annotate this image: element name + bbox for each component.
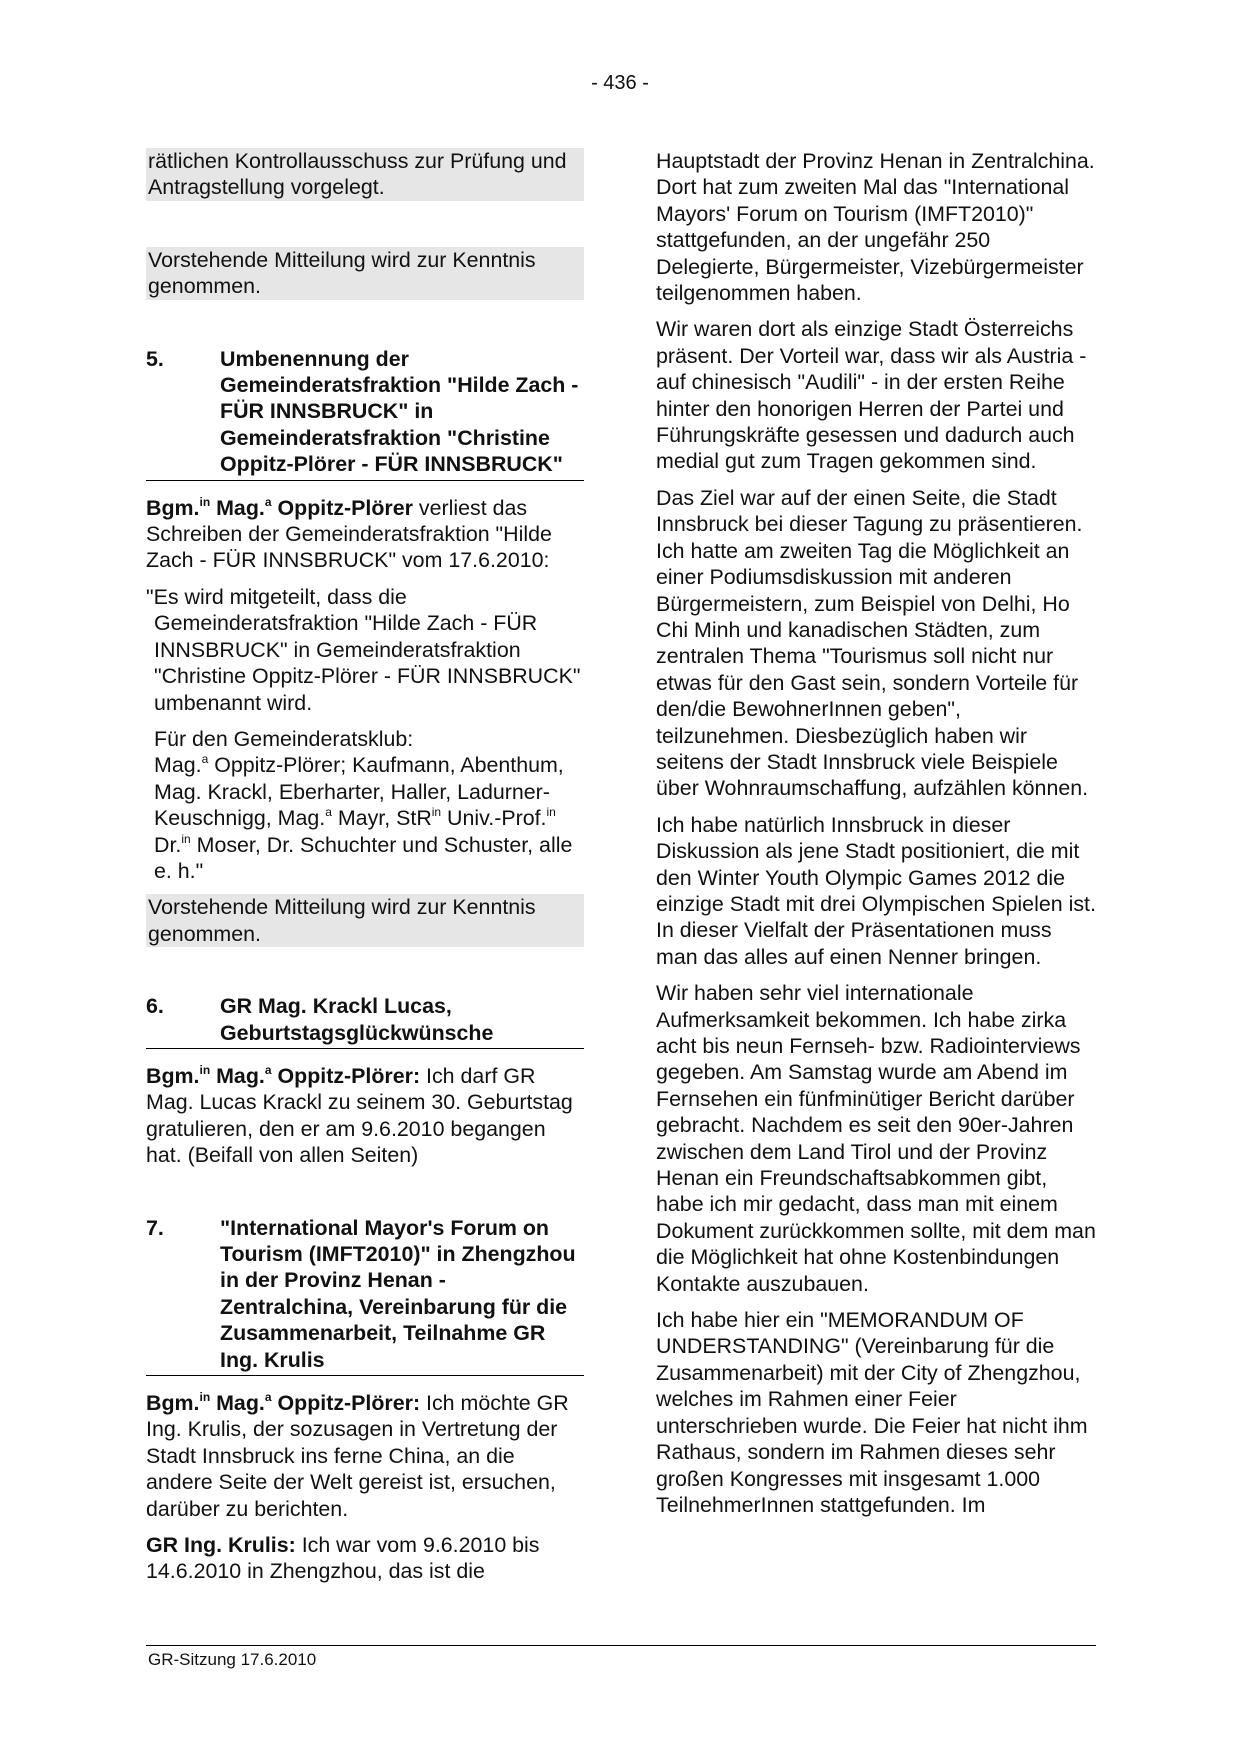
speaker-paragraph: [146, 1532, 584, 1585]
agenda-item-number: 7.: [146, 1215, 164, 1240]
agenda-item-number: 6.: [146, 994, 164, 1019]
quoted-letter: [146, 584, 584, 884]
paragraph-continuation: rätlichen Kontrollausschuss zur Prüfung und Antragstellung vorgelegt.: [146, 148, 584, 201]
quote-paragraph: "Es wird mitgeteilt, dass die Gemeinderatsfraktion "Hilde Zach - FÜR INNSBRUCK" in Gemeinderatsfraktion "Christine Oppitz-Plörer - FÜR INNSBRUCK" umbenannt wird.: [146, 584, 581, 715]
body-paragraph: Wir haben sehr viel internationale Aufmerksamkeit bekommen. Ich habe zirka acht bis neun Fernseh- bzw. Radiointerviews gegeben. Am Samstag wurde am Abend im Fernsehen ein fünfminütiger Bericht darüber gebracht. Nachdem es seit den 90er-Jahren zwischen dem Land Tirol und der Provinz Henan ein Freundschaftsabkommen gibt, habe ich mir gedacht, dass man mit einem Dokument zurückkommen sollte, mit dem man die Möglichkeit hat ohne Kostenbindungen Kontakte auszubauen.: [656, 981, 1096, 1296]
speaker-name: Bgm.$^{in}$ Mag.$^a$ Oppitz-Plörer:: [146, 1390, 421, 1416]
right-column: [656, 148, 1096, 1518]
speaker-paragraph: [146, 1063, 584, 1169]
body-paragraph: Ich habe natürlich Innsbruck in dieser Diskussion als jene Stadt positioniert, die mit den Winter Youth Olympic Games 2012 die einzige Stadt mit drei Olympischen Spielen ist. In dieser Vielfalt der Präsentationen muss man das alles auf einen Nenner bringen.: [656, 812, 1096, 969]
notice-paragraph: Vorstehende Mitteilung wird zur Kenntnis genommen.: [146, 247, 584, 300]
agenda-item-title: "International Mayor's Forum on Tourism (IMFT2010)" in Zhengzhou in der Provinz Henan - Zentralchina, Vereinbarung für die Zusammenarbeit, Teilnahme GR Ing. Krulis: [220, 1215, 576, 1372]
speaker-text: verliest das Schreiben der Gemeinderatsfraktion "Hilde Zach - FÜR INNSBRUCK" vom 17.6.2010:: [146, 495, 552, 573]
agenda-item-title: GR Mag. Krackl Lucas, Geburtstagsglückwünsche: [220, 994, 494, 1045]
agenda-item-7-heading: [146, 1215, 584, 1376]
agenda-item-number: 5.: [146, 346, 164, 371]
footer-divider: [146, 1645, 1096, 1646]
speaker-name: Bgm.$^{in}$ Mag.$^a$ Oppitz-Plörer: [146, 494, 413, 520]
footer-session-label: GR-Sitzung 17.6.2010: [148, 1650, 317, 1669]
speaker-paragraph: [146, 495, 584, 574]
agenda-item-6-heading: [146, 993, 584, 1049]
body-paragraph: Das Ziel war auf der einen Seite, die Stadt Innsbruck bei dieser Tagung zu präsentieren. Ich hatte am zweiten Tag die Möglichkeit an einer Podiumsdiskussion mit anderen Bürgermeistern, zum Beispiel von Delhi, Ho Chi Minh und kanadischen Städten, zum zentralen Thema "Tourismus soll nicht nur etwas für den Gast sein, sondern Vorteile für den/die BewohnerInnen geben", teilzunehmen. Diesbezüglich haben wir seitens der Stadt Innsbruck viele Beispiele über Wohnraumschaffung, aufzählen können.: [656, 485, 1089, 801]
page-number: - 436 -: [591, 72, 649, 94]
speaker-name: GR Ing. Krulis:: [146, 1533, 296, 1558]
notice-paragraph: Vorstehende Mitteilung wird zur Kenntnis genommen.: [146, 894, 584, 947]
body-paragraph: Ich habe hier ein "MEMORANDUM OF UNDERSTANDING" (Vereinbarung für die Zusammenarbeit) mit der City of Zhengzhou, welches im Rahmen einer Feier unterschrieben wurde. Die Feier hat nicht ihm Rathaus, sondern im Rahmen dieses sehr großen Kongresses mit insgesamt 1.000 TeilnehmerInnen stattgefunden. Im: [656, 1308, 1088, 1517]
body-paragraph: Hauptstadt der Provinz Henan in Zentralchina. Dort hat zum zweiten Mal das "International Mayors' Forum on Tourism (IMFT2010)" stattgefunden, an der ungefähr 250 Delegierte, Bürgermeister, Vizebürgermeister teilgenommen haben.: [656, 149, 1095, 306]
speaker-text: Ich darf GR Mag. Lucas Krackl zu seinem 30. Geburtstag gratulieren, den er am 9.6.2010 begangen hat. (Beifall von allen Seiten): [146, 1063, 573, 1168]
agenda-item-title: Umbenennung der Gemeinderatsfraktion "Hilde Zach - FÜR INNSBRUCK" in Gemeinderatsfraktion "Christine Oppitz-Plörer - FÜR INNSBRUCK": [220, 346, 579, 477]
speaker-text: Ich war vom 9.6.2010 bis 14.6.2010 in Zhengzhou, das ist die: [146, 1533, 540, 1584]
club-signatories: Für den Gemeinderatsklub: Mag.$^a$ Oppitz-Plörer; Kaufmann, Abenthum, Mag. Krackl, Eberharter, Haller, Ladurner-Keuschnigg, Mag.$^a$ Mayr, StR$^{in}$ Univ.-Prof.$^{in}$ Dr.$^{in}$ Moser, Dr. Schuchter und Schuster, alle e. h.": [154, 726, 573, 883]
agenda-item-5-heading: [146, 346, 584, 481]
speaker-name: Bgm.$^{in}$ Mag.$^a$ Oppitz-Plörer:: [146, 1062, 421, 1088]
speaker-text: Ich möchte GR Ing. Krulis, der sozusagen in Vertretung der Stadt Innsbruck ins ferne China, an die andere Seite der Welt gereist ist, ersuchen, darüber zu berichten.: [146, 1391, 569, 1521]
body-paragraph: Wir waren dort als einzige Stadt Österreichs präsent. Der Vorteil war, dass wir als Austria - auf chinesisch "Audili" - in der ersten Reihe hinter den honorigen Herren der Partei und Führungskräfte gesessen und dadurch auch medial gut zum Tragen gekommen sind.: [656, 317, 1087, 474]
left-column: [146, 148, 584, 1585]
speaker-paragraph: [146, 1390, 584, 1522]
